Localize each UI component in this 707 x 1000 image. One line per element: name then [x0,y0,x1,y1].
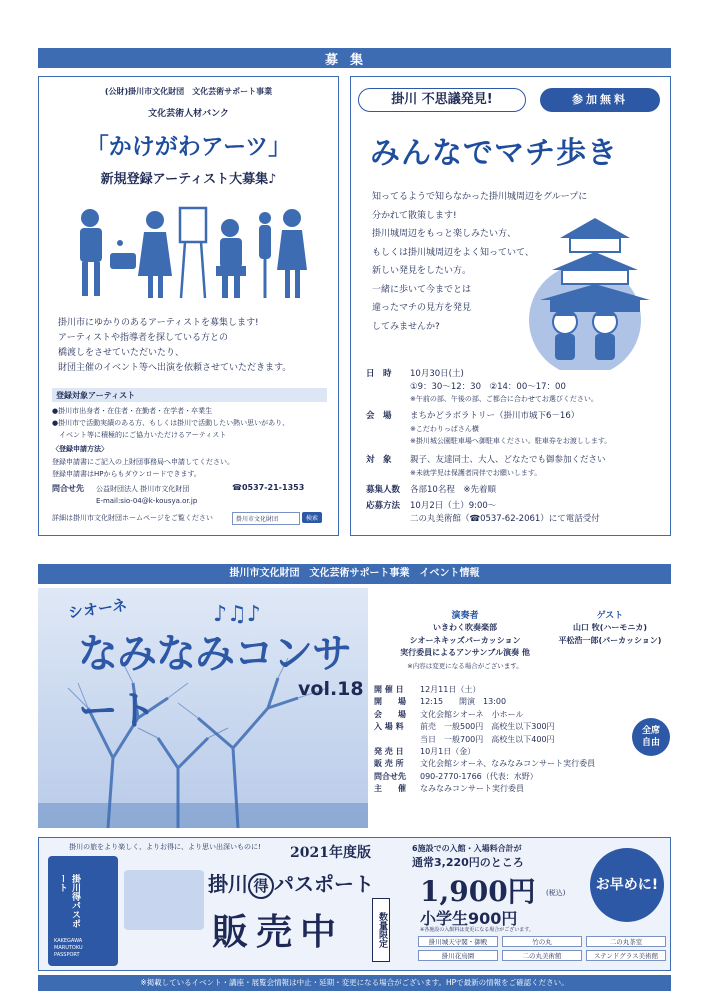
seat-badge-line: 全席 [641,726,660,736]
contact-label: 問合せ先 [52,484,84,493]
passport-title [208,868,374,899]
intro-line: 橋渡しをさせていただいたり、 [58,348,185,358]
price-child: 小学生900円 [420,909,518,928]
intro-line: アーティストや指導者を探している方との [58,333,229,343]
concert-row: 問合せ先 090-2770-1766（代表：水野） [374,771,538,781]
concert-row: 開 場 12:15 開演 13:00 [374,697,507,707]
left-subtitle: 新規登録アーティスト大募集♪ [100,172,277,187]
toku-mark: 得 [248,873,274,899]
detail-value: 二の丸美術館（☎0537-62-2061）にて電話受付 [410,513,600,524]
facility-item: 掛川城天守閣・御殿 [418,936,498,947]
performer: いきわく吹奏楽部 [433,623,497,632]
target-item: ●掛川市出身者・在住者・在勤者・在学者・卒業生 [52,407,213,415]
performer: シオーネキッズパーカッション [409,635,521,645]
detail-row-apply [366,500,666,525]
detail-key: 対 象 [366,455,392,465]
passport-title-b: パスポート [274,872,374,896]
detail-key: 募集人数 [366,485,401,495]
target-item: ●掛川市で活動実績のある方、もしくは掛川で活動したい熱い思いがあり、 [52,419,290,427]
section-title: 募集 [324,53,375,68]
detail-note: ※午前の部、午後の部、ご都合に合わせてお選びください。 [410,395,598,403]
facility-item: 掛川花鳥園 [418,950,498,961]
concert-row: 開 催 日 12月11日（土） [374,685,481,694]
body-line: 分かれて散策します! [372,210,457,221]
detail-note: 詳細は掛川市文化財団ホームページをご覧ください [52,514,213,522]
contact-tel: ☎0537-21-1353 [232,483,305,492]
seat-badge-line: 自由 [641,738,660,748]
concert-row: 販 売 所 文化会館シオーネ、なみなみコンサート実行委員 [374,759,596,769]
body-line: 一緒に歩いて今までとは [372,284,472,295]
detail-value: 10月30日(土) [410,369,464,379]
detail-value: 各部10名程 ※先着順 [410,485,496,495]
detail-note: ※こだわりっぱさん横 [410,424,479,433]
facility-item: ステンドグラス美術館 [586,950,666,961]
body-line: 掛川城周辺をもっと楽しみたい方、 [372,229,517,239]
detail-row-target [366,454,666,479]
sale-text: 販売中 [212,911,345,953]
contact-org: 公益財団法人 掛川市文化財団 [96,485,190,493]
concert-details [374,684,644,796]
detail-row-venue [366,410,666,448]
target-list [52,405,332,441]
concert-row: 当日 一般700円 高校生以下400円 [420,734,555,744]
free-badge: 参加無料 [540,88,660,112]
detail-row-capacity [366,484,666,497]
detail-value: まちかどラボラトリー（掛川市城下6－16） [410,411,580,421]
search-box[interactable]: 掛川市文化財団 [232,512,300,525]
town-walk-tag: 掛川 不思議発見! [358,88,526,112]
body-line: 知ってるようで知らなかった掛川城周辺をグループに [372,192,588,202]
detail-value: 10月2日（土）9:00～ [410,501,497,511]
detail-key: 日 時 [366,369,392,379]
guest: 平松浩一郎(パーカッション) [558,635,662,645]
seat-badge [632,718,670,756]
concert-row: 発 売 日 10月1日（金） [374,747,476,757]
intro-line: 財団主催のイベント等へ出演を依頼させていただきます。 [58,363,292,373]
detail-note: ※未就学児は保護者同伴でお願いします。 [410,468,542,477]
town-walk-title: みんなでマチ歩き [370,136,618,171]
artists-illustration [70,198,310,308]
search-button[interactable]: 検索 [302,512,322,523]
booklet-en-line: MARUTOKU [54,945,83,951]
concert-section [38,588,671,828]
passport-year: 2021年度版 [290,845,371,861]
booklet-label: 掛川得パスポート [57,874,80,928]
performers-heading: 演奏者 [451,611,479,621]
target-heading: 登録対象アーティスト [52,388,327,402]
performer: 実行委員によるアンサンブル演奏 他 [400,648,530,657]
concert-vol: vol.18 [298,678,364,700]
body-line: 新しい発見をしたい方。 [372,266,472,276]
price: 1,900円 [420,875,536,908]
castle-kids-illustration [510,210,660,370]
left-bank-line: 文化芸術人材バンク [148,109,229,119]
method-item: 登録申請書はHPからもダウンロードできます。 [52,470,201,478]
guest-list [550,622,670,647]
left-org-line: (公財)掛川市文化財団 文化芸術サポート事業 [104,87,273,96]
passport-tagline: 掛川の旅をより楽しく、よりお得に、より思い出深いものに! [69,843,261,851]
method-item: 登録申請書にご記入の上財団事務局へ申請してください。 [52,458,234,466]
concert-row: 会 場 文化会館シオーネ 小ホール [374,709,524,719]
event-info-banner: 掛川市文化財団 文化芸術サポート事業 イベント情報 [38,564,671,584]
concert-artwork [38,588,368,828]
performers-list [370,622,560,672]
price-note: ※各施設の入館料は変更になる場合がございます。 [420,927,534,933]
facility-item: 二の丸茶室 [586,936,666,947]
note-top2: 通常3,220円のところ [412,856,524,869]
left-intro [58,316,333,376]
guest-heading: ゲスト [596,611,624,621]
music-notes-icon: ♪♫♪ [213,602,261,627]
performer-note: ※内容は変更になる場合がございます。 [407,661,523,670]
target-item: イベント等に積極的にご協力いただけるアーティスト [52,431,227,439]
detail-value: 親子、友達同士、大人、どなたでも御参加ください [410,455,606,465]
guest: 山口 牧(ハーモニカ) [572,623,648,632]
concert-title: なみなみコンサート [78,631,351,734]
contact-email: E-mail:sio-04@k-kousya.or.jp [96,497,198,505]
detail-note: ※掛川城公園駐車場へ御駐車ください。駐車券をお渡しします。 [410,437,612,445]
body-line: してみませんか? [372,321,440,332]
booklet-en-line: PASSPORT [54,952,80,958]
concert-info [370,588,670,828]
method-heading: 〈登録申請方法〉 [52,445,108,453]
booklet-en-line: KAKEGAWA [54,938,83,944]
detail-value: ①9：30～12：30 ②14：00～17：00 [410,381,566,392]
limited-badge: 数量限定 [372,898,390,962]
detail-key: 会 場 [366,411,392,421]
booklet-en [54,938,83,959]
body-line: 違ったマチの見方を発見 [372,303,472,313]
passport-title-a: 掛川 [208,872,248,896]
facility-item: 二の丸美術館 [502,950,582,961]
body-line: もしくは掛川城周辺をよく知っていて、 [372,247,534,258]
concert-subtitle: シオーネ [67,595,129,623]
facility-item: 竹の丸 [502,936,582,947]
price-tax: (税込) [546,889,566,897]
concert-row: 主 催 なみなみコンサート実行委員 [374,784,524,794]
note-top: 6施設での入館・入場料合計が [412,844,522,853]
concert-row: 入 場 料 前売 一般500円 高校生以下300円 [374,722,555,732]
passport-photo [124,870,204,930]
detail-row-date [366,368,666,406]
passport-booklet [48,856,118,966]
footer-note: ※掲載しているイベント・講座・展覧会情報は中止・延期・変更になる場合がございます。HPで最新の情報をご確認ください。 [38,975,671,991]
early-badge: お早めに! [590,848,664,922]
method-list [52,456,332,480]
intro-line: 掛川市にゆかりのあるアーティストを募集します! [58,318,259,328]
detail-key: 応募方法 [366,501,401,511]
left-big-title: 「かけがわアーツ」 [85,134,292,160]
